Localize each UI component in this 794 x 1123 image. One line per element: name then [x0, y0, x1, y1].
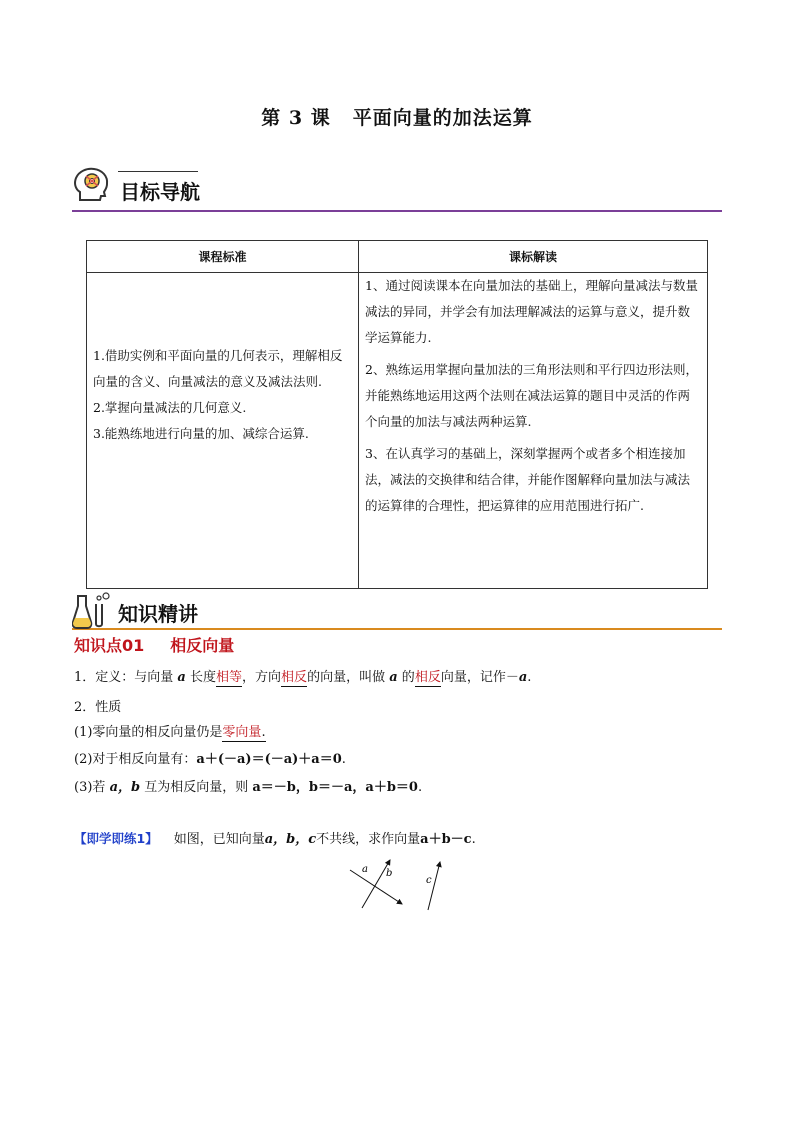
- def-text: 长度: [190, 670, 217, 685]
- header-standard: 课程标准: [87, 241, 359, 273]
- standard-item-2: 2.掌握向量减法的几何意义.: [93, 400, 247, 415]
- def-text: .: [527, 670, 532, 685]
- def-text: 向量，记作－: [440, 670, 519, 685]
- vector-a-arrow: [350, 870, 402, 904]
- vector-a: a: [389, 670, 398, 685]
- property-heading: 2．性质: [74, 700, 122, 715]
- p3-end: .: [417, 780, 423, 795]
- label-a: a: [362, 864, 368, 875]
- property-1: [74, 721, 266, 740]
- def-text: 的向量，叫做: [307, 670, 386, 685]
- def-blank-equal: 相等: [216, 670, 243, 685]
- section-knowledge-label: 知识精讲: [118, 602, 198, 626]
- knowledge-number: 知识点01: [74, 636, 145, 655]
- section-goals-header: [72, 166, 722, 212]
- exercise-text: .: [471, 832, 476, 847]
- table-header-row: [87, 241, 708, 273]
- p3-text: 互为相反向量，则: [144, 780, 249, 795]
- p3-vectors: a，b: [109, 780, 141, 795]
- p2-formula: a＋(－a)＝(－a)＋a＝0: [196, 752, 342, 767]
- flask-icon: [72, 590, 116, 630]
- exercise-text: 不共线，求作向量: [316, 832, 421, 847]
- p1-blank: 零向量: [222, 725, 262, 740]
- interpretation-item-1: 1、通过阅读课本在向量加法的基础上，理解向量减法与数量减法的异同，并学会有加法理解减法的运算与意义，提升数学运算能力.: [365, 278, 698, 345]
- table-row: [87, 273, 708, 589]
- p2-text: (2)对于相反向量有：: [74, 752, 197, 767]
- exercise-vectors: a，b，c: [264, 832, 317, 847]
- property-3: [74, 776, 422, 795]
- header-interpretation: 课标解读: [359, 241, 708, 273]
- p3-formula: a＝－b，b＝－a，a＋b＝0: [252, 780, 418, 795]
- lesson-name: 平面向量的加法运算: [352, 107, 533, 129]
- def-text: 1．定义：与向量: [74, 670, 174, 685]
- title-unit: 课: [310, 107, 331, 129]
- interpretation-item-3: 3、在认真学习的基础上，深刻掌握两个或者多个相连接加法，减法的交换律和结合律，并能作图解释向量加法与减法的运算律的合理性，把运算律的应用范围进行拓广.: [365, 446, 691, 513]
- section-knowledge-header: [72, 590, 722, 630]
- exercise-tag: 【即学即练1】: [74, 831, 158, 846]
- brain-gear-icon: [72, 166, 112, 206]
- p3-text: (3)若: [74, 780, 106, 795]
- p2-end: .: [341, 752, 346, 767]
- def-text: ，方向: [242, 670, 282, 685]
- def-blank-opposite: 相反: [281, 670, 308, 685]
- def-blank-opposite-2: 相反: [414, 670, 441, 685]
- vector-a: a: [177, 670, 186, 685]
- standard-item-3: 3.能熟练地进行向量的加、减综合运算.: [93, 426, 309, 441]
- page-title: [0, 103, 794, 130]
- interpretation-cell: [359, 273, 708, 589]
- standards-table: [86, 240, 708, 589]
- section-topline: [118, 171, 198, 172]
- label-c: c: [426, 875, 432, 886]
- title-prefix: 第: [261, 107, 282, 129]
- property-2: [74, 748, 346, 767]
- p1-text: (1)零向量的相反向量仍是: [74, 725, 223, 740]
- standard-item-1: 1.借助实例和平面向量的几何表示，理解相反向量的含义、向量减法的意义及减法法则.: [93, 348, 343, 389]
- exercise-target: a＋b－c: [420, 832, 472, 847]
- section-goals-label: 目标导航: [120, 180, 200, 204]
- interpretation-item-2: 2、熟练运用掌握向量加法的三角形法则和平行四边形法则，并能熟练地运用这两个法则在减法运算的题目中灵活的作两个向量的加法与减法两种运算.: [365, 362, 698, 429]
- knowledge-point-title: [74, 633, 234, 656]
- def-text: 的: [401, 670, 415, 685]
- exercise-line: [74, 828, 476, 847]
- definition-line: [74, 666, 531, 685]
- vector-c-arrow: [428, 862, 440, 910]
- knowledge-name: 相反向量: [170, 636, 235, 655]
- exercise-text: 如图，已知向量: [173, 832, 265, 847]
- p1-end: .: [261, 725, 266, 740]
- lesson-number: 3: [288, 107, 304, 129]
- vector-figure: [340, 856, 450, 916]
- label-b: b: [386, 868, 393, 879]
- vector-a: a: [518, 670, 528, 685]
- standard-cell: [87, 273, 359, 589]
